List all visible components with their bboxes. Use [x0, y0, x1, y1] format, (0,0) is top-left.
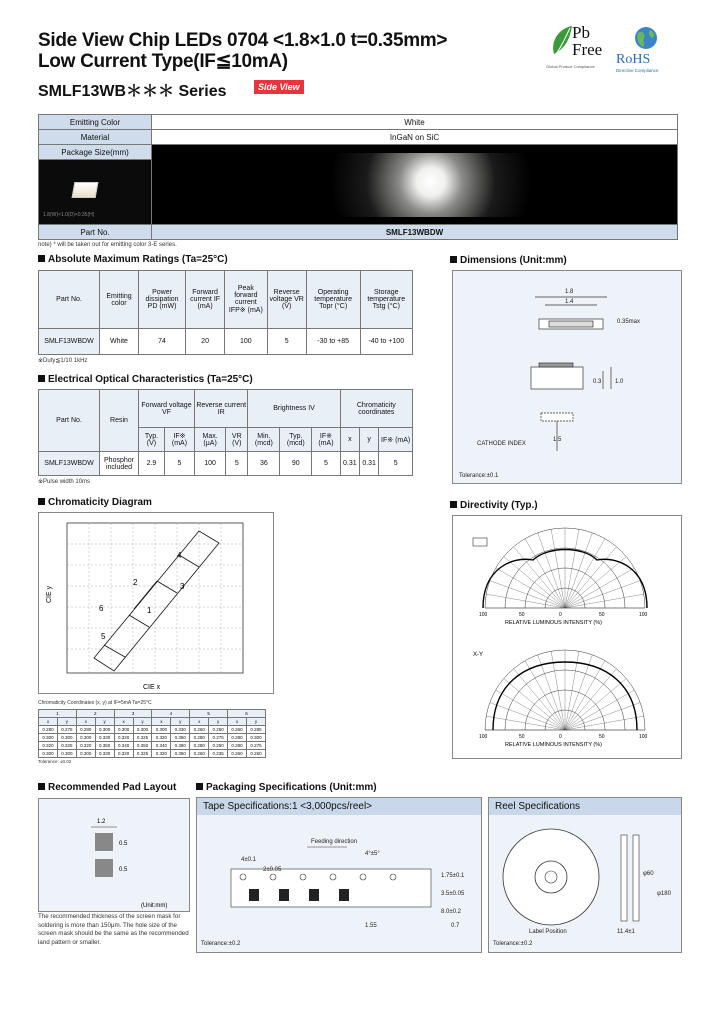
dim-4: 1.0: [615, 379, 624, 385]
directivity-svg: [453, 516, 681, 758]
eoc-v8: 0.31: [340, 452, 359, 476]
scale-label: 50: [599, 612, 605, 618]
directivity-caption: RELATIVE LUMINOUS INTENSITY (%): [505, 620, 602, 626]
chrom-cell: 0.350: [171, 734, 190, 742]
region-label-4: 4: [177, 551, 182, 560]
chrom-cell: 0.320: [114, 750, 133, 758]
eoc-h-part: Part No.: [39, 390, 100, 452]
tape-dim-5: 8.0±0.2: [441, 909, 461, 915]
chrom-cell: 0.340: [114, 742, 133, 750]
abs-h-tstg: Storage temperature Tstg (°C): [360, 271, 412, 329]
scale-label: 100: [479, 734, 488, 740]
tape-tolerance: Tolerance:±0.2: [201, 941, 241, 947]
tape-dim-8: 4°±5°: [365, 851, 380, 857]
chrom-cell: 0.260: [228, 750, 247, 758]
directivity-panel: [452, 515, 682, 759]
scale-label: 100: [639, 734, 648, 740]
chrom-col-header: x: [228, 718, 247, 726]
chrom-col-header: x: [114, 718, 133, 726]
chrom-cell: 0.235: [209, 750, 228, 758]
chrom-table-row: [39, 750, 266, 758]
eoc-sh-10: IF※ (mA): [379, 428, 413, 452]
eoc-sh-3: Max. (μA): [195, 428, 226, 452]
chrom-cell: 0.325: [133, 734, 152, 742]
abs-h-part: Part No.: [39, 271, 100, 329]
dimensions-panel: [452, 270, 682, 484]
cathode-index-label: CATHODE INDEX: [477, 441, 526, 447]
chrom-col-header: x: [76, 718, 95, 726]
eoc-sh-8: x: [340, 428, 359, 452]
chrom-col-header: x: [152, 718, 171, 726]
chrom-col-header: y: [209, 718, 228, 726]
eoc-v5: 36: [248, 452, 280, 476]
part-no-value: SMLF13WBDW: [152, 225, 678, 240]
material-value: InGaN on SiC: [152, 130, 678, 145]
chrom-table-row: [39, 742, 266, 750]
chrom-cell: 0.300: [246, 734, 265, 742]
region-label-2: 2: [133, 578, 138, 587]
chrom-col-header: x: [39, 718, 58, 726]
chrom-table-row: [39, 726, 266, 734]
abs-vr: 5: [267, 329, 306, 355]
scale-label: 50: [599, 734, 605, 740]
rohs-subtext: Directive Compliance: [616, 68, 659, 73]
tape-drawing: [197, 815, 481, 949]
abs-h-color: Emitting color: [100, 271, 139, 329]
abs-tstg: -40 to +100: [360, 329, 412, 355]
abs-if: 20: [186, 329, 225, 355]
rank-5: 5: [190, 710, 228, 718]
feeding-direction-label: Feeding direction: [311, 839, 358, 845]
package-size-note: 1.8(W)×1.0(D)×0.35(H): [43, 212, 95, 218]
eoc-v10: 5: [379, 452, 413, 476]
chrom-cell: 0.350: [133, 742, 152, 750]
reel-tolerance: Tolerance:±0.2: [493, 941, 533, 947]
chromaticity-heading: [38, 497, 152, 508]
chrom-ylabel: CIE y: [46, 585, 53, 603]
pad-note: The recommended thickness of the screen mask for soldering is more than 150μm. The hole size of the screen mask should be the same as the recommended land pattern or smaller.: [38, 913, 189, 946]
chrom-cell: 0.280: [228, 742, 247, 750]
chrom-cell: 0.300: [76, 750, 95, 758]
abs-h-ifp: Peak forward current IFP※ (mA): [225, 271, 268, 329]
rohs-logo: [616, 24, 680, 72]
rank-4: 4: [152, 710, 190, 718]
chrom-cell: 0.300: [133, 726, 152, 734]
chrom-col-header: y: [95, 718, 114, 726]
abs-h-pd: Power dissipation PD (mW): [139, 271, 186, 329]
eoc-v7: 5: [312, 452, 340, 476]
chrom-cell: 0.300: [76, 734, 95, 742]
chrom-cell: 0.275: [57, 726, 76, 734]
pad-layout-heading-text: Recommended Pad Layout: [48, 782, 177, 793]
globe-icon: [616, 24, 680, 54]
eoc-heading: [38, 374, 253, 385]
chrom-cell: 0.325: [57, 742, 76, 750]
eoc-h-resin: Resin: [100, 390, 139, 452]
tape-spec-title: Tape Specifications:1 <3,000pcs/reel>: [197, 798, 481, 815]
spec-table: [38, 114, 678, 248]
pb-free-subtext: Global Product Compliance: [546, 64, 595, 69]
label-position: Label Position: [529, 929, 567, 935]
pb-free-text: Pb Free: [572, 23, 603, 59]
abs-h-topr: Operating temperature Topr (°C): [306, 271, 360, 329]
chrom-cell: 0.300: [57, 750, 76, 758]
tape-spec-panel: [196, 797, 482, 953]
region-label-1: 1: [147, 606, 152, 615]
chrom-cell: 0.350: [171, 750, 190, 758]
chrom-cell: 0.320: [39, 742, 58, 750]
eoc-v2: 5: [164, 452, 194, 476]
chrom-cell: 0.260: [190, 726, 209, 734]
chrom-cell: 0.320: [152, 734, 171, 742]
eoc-sh-5: Min. (mcd): [248, 428, 280, 452]
rank-6: 6: [228, 710, 266, 718]
chrom-col-header: y: [171, 718, 190, 726]
package-photo: [152, 145, 678, 225]
chrom-cell: 0.350: [95, 742, 114, 750]
abs-topr: -30 to +85: [306, 329, 360, 355]
reel-spec-panel: [488, 797, 682, 953]
emitting-color-value: White: [152, 115, 678, 130]
abs-ifp: 100: [225, 329, 268, 355]
eoc-sh-4: VR (V): [226, 428, 248, 452]
region-label-6: 6: [99, 604, 104, 613]
rank-3: 3: [114, 710, 152, 718]
chrom-cell: 0.260: [228, 726, 247, 734]
chrom-cell: 0.330: [95, 750, 114, 758]
reel-dim-3: 11.4±1: [617, 929, 635, 935]
chrom-cell: 0.250: [209, 742, 228, 750]
chrom-cell: 0.300: [39, 750, 58, 758]
reel-dim-2: φ180: [657, 891, 671, 897]
eoc-v6: 90: [280, 452, 312, 476]
scale-label: 50: [519, 734, 525, 740]
scale-label: 0: [559, 734, 562, 740]
abs-color: White: [100, 329, 139, 355]
eoc-footnote: ※Pulse width 10ms: [38, 479, 91, 485]
chrom-cell: 0.320: [114, 734, 133, 742]
eoc-h-iv: Brightness IV: [248, 390, 340, 428]
material-label: Material: [39, 130, 152, 145]
abs-h-if: Forward current IF (mA): [186, 271, 225, 329]
eoc-h-vf: Forward voltage VF: [139, 390, 195, 428]
dim-1: 1.8: [565, 289, 574, 295]
pad-dim-1: 1.2: [97, 819, 106, 825]
chrom-cell: 0.300: [95, 726, 114, 734]
series-title: SMLF13WB＊＊＊ Series: [38, 83, 227, 100]
eoc-v9: 0.31: [359, 452, 378, 476]
chrom-cell: 0.300: [57, 734, 76, 742]
pb-free-logo: [546, 24, 614, 70]
pad-layout-heading: [38, 782, 176, 793]
chrom-cell: 0.280: [228, 734, 247, 742]
chrom-xlabel: CIE x: [143, 684, 161, 691]
scale-label: 100: [639, 612, 648, 618]
abs-part: SMLF13WBDW: [39, 329, 100, 355]
chrom-col-header: y: [246, 718, 265, 726]
title-line-1: Side View Chip LEDs 0704 <1.8×1.0 t=0.35mm>: [38, 30, 448, 51]
pad-dim-2: 0.5: [119, 841, 128, 847]
package-size-label: Package Size(mm): [39, 145, 152, 160]
pad-dim-3: 0.5: [119, 867, 128, 873]
lit-led-image: [330, 153, 570, 217]
eoc-sh-6: Typ. (mcd): [280, 428, 312, 452]
chrom-cell: 0.285: [246, 726, 265, 734]
dim-2: 1.4: [565, 299, 574, 305]
side-view-badge: Side View: [254, 80, 304, 94]
eoc-sh-1: Typ. (V): [139, 428, 165, 452]
abs-max-table: [38, 270, 413, 364]
dimensions-drawing: [453, 271, 681, 483]
eoc-heading-text: Electrical Optical Characteristics (Ta=25°C): [48, 374, 253, 385]
orientation-icon: [473, 538, 487, 546]
chrom-cell: 0.300: [152, 726, 171, 734]
chrom-cell: 0.260: [190, 750, 209, 758]
dim-3: 0.35max: [617, 319, 641, 325]
abs-footnote: ※Duty≦1/10 1kHz: [38, 358, 88, 364]
title-line-2: Low Current Type(IF≦10mA): [38, 51, 288, 72]
scale-label: 0: [559, 612, 562, 618]
chrom-cell: 0.275: [246, 742, 265, 750]
pad-layout-drawing: [39, 799, 189, 911]
chrom-table-row: [39, 734, 266, 742]
chrom-cell: 0.325: [133, 750, 152, 758]
rank-2: 2: [76, 710, 114, 718]
reel-drawing: [489, 815, 681, 949]
spec-note: note) * will be taken out for emitting color 3-E series.: [38, 242, 177, 248]
chrom-table-caption: Chromaticity Coordinates (x, y) at IF=5mA Ta=25°C: [38, 700, 152, 706]
eoc-v1: 2.9: [139, 452, 165, 476]
rohs-text: RoHS: [616, 52, 651, 67]
chromaticity-chart: [38, 512, 274, 694]
chrom-cell: 0.320: [76, 742, 95, 750]
eoc-h-ir: Reverse current IR: [195, 390, 248, 428]
chrom-cell: 0.330: [171, 726, 190, 734]
packaging-heading: [196, 782, 377, 793]
directivity-heading: [450, 500, 538, 511]
led-chip-image: [72, 182, 99, 198]
chrom-cell: 0.280: [190, 742, 209, 750]
tape-dim-2: 2±0.05: [263, 867, 282, 873]
chrom-cell: 0.300: [114, 726, 133, 734]
packaging-heading-text: Packaging Specifications (Unit:mm): [206, 782, 377, 793]
chrom-cell: 0.340: [152, 742, 171, 750]
tape-dim-3: 1.75±0.1: [441, 873, 465, 879]
tape-dim-6: 1.55: [365, 923, 377, 929]
chrom-col-header: y: [133, 718, 152, 726]
chrom-cell: 0.380: [171, 742, 190, 750]
directivity-caption: RELATIVE LUMINOUS INTENSITY (%): [505, 742, 602, 748]
package-image-cell: [39, 160, 152, 225]
region-label-5: 5: [101, 632, 106, 641]
chrom-table-note: Tolerance: ±0.02: [38, 759, 72, 764]
eoc-sh-9: y: [359, 428, 378, 452]
chrom-col-header: x: [190, 718, 209, 726]
dim-5: 0.3: [593, 379, 602, 385]
dimensions-heading: [450, 255, 567, 266]
rank-1: 1: [39, 710, 77, 718]
chrom-cell: 0.280: [190, 734, 209, 742]
reel-dim-1: φ60: [643, 871, 654, 877]
reel-spec-title: Reel Specifications: [489, 798, 681, 815]
chromaticity-svg: [39, 513, 273, 693]
dim-6: 1.5: [553, 437, 562, 443]
directivity-heading-text: Directivity (Typ.): [460, 500, 538, 511]
part-no-label: Part No.: [39, 225, 152, 240]
dimensions-heading-text: Dimensions (Unit:mm): [460, 255, 567, 266]
eoc-v3: 100: [195, 452, 226, 476]
chrom-cell: 0.275: [209, 734, 228, 742]
chromaticity-heading-text: Chromaticity Diagram: [48, 497, 152, 508]
chrom-cell: 0.280: [39, 726, 58, 734]
pad-unit: (Unit:mm): [141, 903, 168, 909]
pad-layout-panel: [38, 798, 190, 912]
chrom-cell: 0.260: [246, 750, 265, 758]
abs-max-heading: [38, 254, 228, 265]
eoc-part: SMLF13WBDW: [39, 452, 100, 476]
emitting-color-label: Emitting Color: [39, 115, 152, 130]
chrom-cell: 0.280: [76, 726, 95, 734]
eoc-table: [38, 389, 413, 485]
chrom-cell: 0.320: [152, 750, 171, 758]
dim-tolerance: Tolerance:±0.1: [459, 473, 499, 479]
chrom-cell: 0.260: [209, 726, 228, 734]
eoc-sh-2: IF※ (mA): [164, 428, 194, 452]
abs-h-vr: Reverse voltage VR (V): [267, 271, 306, 329]
eoc-sh-7: IF※ (mA): [312, 428, 340, 452]
chrom-col-header: y: [57, 718, 76, 726]
abs-pd: 74: [139, 329, 186, 355]
chrom-coord-table: [38, 709, 266, 764]
abs-max-heading-text: Absolute Maximum Ratings (Ta=25°C): [48, 254, 228, 265]
x-y-label: X-Y: [473, 652, 484, 658]
tape-dim-1: 4±0.1: [241, 857, 256, 863]
chrom-cell: 0.330: [95, 734, 114, 742]
chrom-cell: 0.300: [39, 734, 58, 742]
eoc-resin: Phosphor included: [100, 452, 139, 476]
eoc-h-chrom: Chromaticity coordinates: [340, 390, 412, 428]
tape-dim-7: 0.7: [451, 923, 460, 929]
eoc-v4: 5: [226, 452, 248, 476]
scale-label: 100: [479, 612, 488, 618]
region-label-3: 3: [180, 582, 185, 591]
tape-dim-4: 3.5±0.05: [441, 891, 465, 897]
scale-label: 50: [519, 612, 525, 618]
